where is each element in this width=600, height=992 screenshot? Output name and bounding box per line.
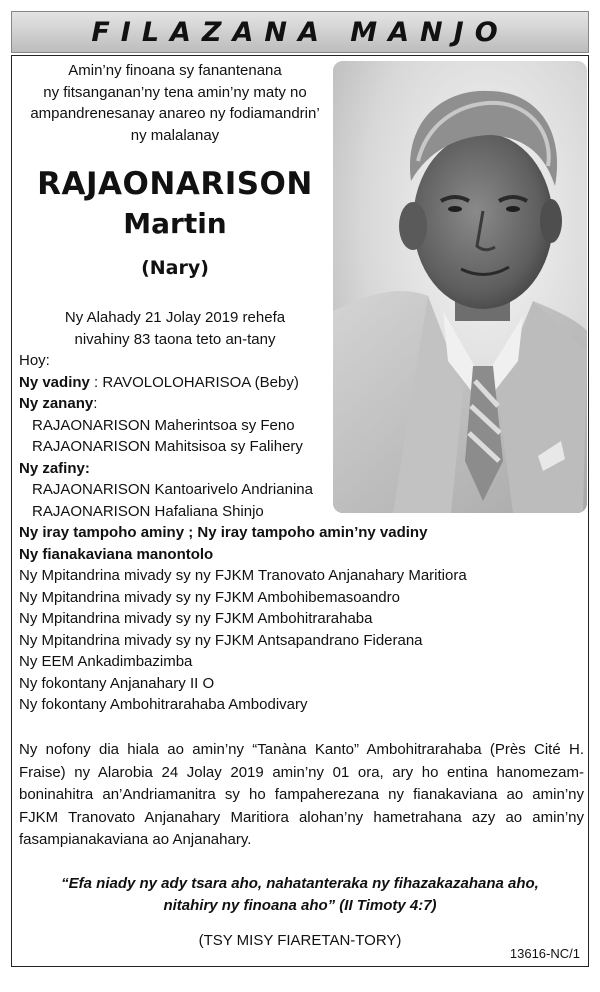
intro-line: Amin’ny finoana sy fanantenana (68, 62, 282, 79)
quote-line: “Efa niady ny ady tsara aho, nahatanteraka ny fihazakazahana aho, (61, 875, 539, 892)
quote-line: nitahiry ny finoana aho” (II Timoty 4:7) (163, 896, 437, 914)
mourner-line: Ny fokontany Ambohitrarahaba Ambodivary (19, 696, 308, 713)
death-notice (20, 307, 330, 350)
siblings-line: Ny iray tampoho aminy ; Ny iray tampoho amin’ny vadiny (19, 524, 428, 541)
reference-code: 13616-NC/1 (509, 946, 580, 961)
intro-text (20, 60, 330, 146)
bible-quote (20, 873, 580, 916)
grandchildren-label: Ny zafiny: (19, 459, 90, 477)
header-banner (11, 11, 589, 53)
spouse-line (19, 372, 584, 394)
children-label: Ny zanany (19, 395, 94, 412)
no-flowers-note: (TSY MISY FIARETAN-TORY) (198, 932, 402, 949)
child-name: RAJAONARISON Mahitsisoa sy Falihery (32, 438, 303, 455)
grandchild-name: RAJAONARISON Hafaliana Shinjo (32, 502, 264, 520)
mourner-line: Ny Mpitandrina mivady sy ny FJKM Ambohitrarahaba (19, 610, 373, 627)
funeral-details: Ny nofony dia hiala ao amin’ny “Tanàna Kanto” Ambohitrarahaba (Près Cité H. Fraise) ny Alarobia 24 Jolay 2019 amin’ny 01 ora, ary ho entina hanomezam-boninahitra an’Andriamanitra sy ho fampaherezana ny fianakaviana ao amin’ny FJKM Tranovato Anjanahary Maritiora alohan’ny hametrahana azy ao amin’ny fasampianakaviana ao Anjanahary. (19, 741, 584, 848)
deceased-firstname: Martin (123, 207, 227, 240)
child-name: RAJAONARISON Maherintsoa sy Feno (32, 416, 295, 434)
mourner-line: Ny fokontany Anjanahary II O (19, 674, 215, 692)
intro-line: ny fitsanganan’ny tena amin’ny maty no (43, 83, 307, 101)
deceased-surname: RAJAONARISON (37, 166, 313, 202)
spouse-name: : RAVOLOLOHARISOA (Beby) (89, 373, 299, 391)
intro-line: ny malalanay (130, 126, 220, 144)
family-list (19, 350, 584, 716)
header-title: FILAZANA MANJO (91, 16, 509, 48)
intro-line: ampandrenesanay anareo ny fodiamandrin’ (30, 105, 320, 122)
mourner-line: Ny Mpitandrina mivady sy ny FJKM Tranovato Anjanahary Maritiora (19, 567, 467, 584)
mourner-line: Ny Mpitandrina mivady sy ny FJKM Antsapandrano Fiderana (19, 631, 423, 649)
death-line: Ny Alahady 21 Jolay 2019 rehefa (64, 309, 286, 326)
death-line: nivahiny 83 taona teto an-tany (74, 330, 276, 348)
mourner-line: Ny EEM Ankadimbazimba (19, 653, 193, 670)
grandchild-name: RAJAONARISON Kantoarivelo Andrianina (32, 481, 313, 498)
spouse-label: Ny vadiny (19, 373, 90, 391)
deceased-nickname: (Nary) (141, 257, 209, 279)
children-heading (19, 393, 584, 415)
relatives-line: Ny fianakaviana manontolo (19, 545, 214, 563)
mourner-line: Ny Mpitandrina mivady sy ny FJKM Ambohibemasoandro (19, 588, 400, 606)
children-colon: : (93, 395, 98, 412)
hoy-label: Hoy: (19, 352, 50, 369)
